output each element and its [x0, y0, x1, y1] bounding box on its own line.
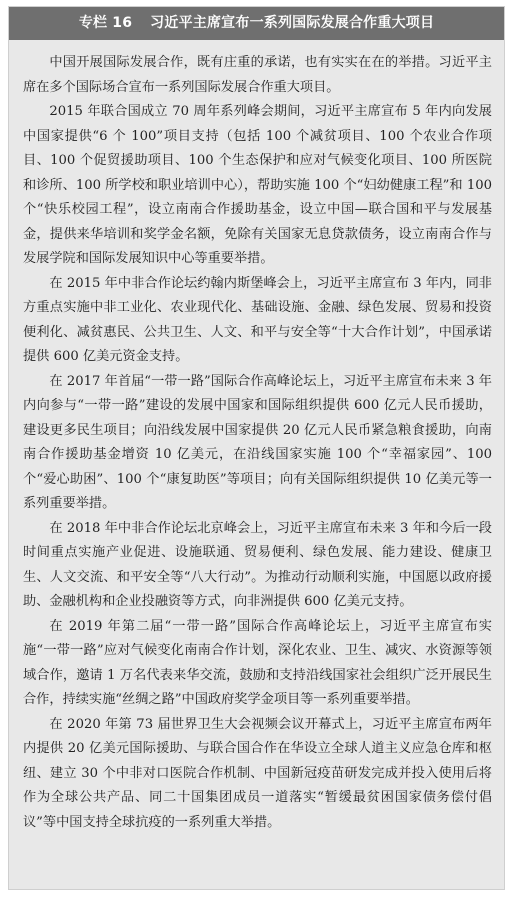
paragraph-2018-focac: 在 2018 年中非合作论坛北京峰会上，习近平主席宣布未来 3 年和今后一段时间重点实施产业促进、设施联通、贸易便利、绿色发展、能力建设、健康卫生、人文交流、和平安全等“八大行动”。为推动行动顺利实施，中国愿以政府援助、金融机构和企业投融资等方式，向非洲提供 600 亿美元支持。: [23, 520, 492, 609]
paragraph-2020-wha: 在 2020 年第 73 届世界卫生大会视频会议开幕式上，习近平主席宣布两年内提供 20 亿美元国际援助、与联合国合作在华设立全球人道主义应急仓库和枢纽、建立 30 个中非对口医院合作机制、中国新冠疫苗研发完成并投入使用后将作为全球公共产品、同二十国集团成员一道落实“暂缓最贫困国家债务偿付倡议”等中国支持全球抗疫的一系列重大举措。: [23, 716, 492, 830]
box-title-bar: [9, 7, 504, 40]
column-number: 专栏 16: [78, 15, 133, 31]
paragraph-intro: 中国开展国际发展合作，既有庄重的承诺，也有实实在在的举措。习近平主席在多个国际场合宣布一系列国际发展合作重大项目。: [23, 55, 492, 95]
paragraph-2019-belt-and-road: 在 2019 年第二届“一带一路”国际合作高峰论坛上，习近平主席宣布实施“一带一路”应对气候变化南南合作计划，深化农业、卫生、减灾、水资源等领域合作，邀请 1 万名代表来华交流，鼓励和支持沿线国家社会组织广泛开展民生合作，持续实施“丝绸之路”中国政府奖学金项目等一系列重要举措。: [23, 618, 492, 707]
paragraph-2015-focac: 在 2015 年中非合作论坛约翰内斯堡峰会上，习近平主席宣布 3 年内，同非方重点实施中非工业化、农业现代化、基础设施、金融、绿色发展、贸易和投资便利化、减贫惠民、公共卫生、人文、和平与安全等“十大合作计划”，中国承诺提供 600 亿美元资金支持。: [23, 275, 492, 364]
box-content: [23, 51, 492, 835]
feature-box: [8, 6, 505, 890]
paragraph-2017-belt-and-road: 在 2017 年首届“一带一路”国际合作高峰论坛上，习近平主席宣布未来 3 年内向参与“一带一路”建设的发展中国家和国际组织提供 600 亿元人民币援助，建设更多民生项目；向沿线发展中国家提供 20 亿元人民币紧急粮食援助，向南南合作援助基金增资 10 亿美元，在沿线国家实施 100 个“幸福家园”、100 个“爱心助困”、100 个“康复助医”等项目；向有关国际组织提供 10 亿美元等一系列重要举措。: [23, 373, 492, 511]
box-title: 习近平主席宣布一系列国际发展合作重大项目: [150, 15, 435, 31]
paragraph-2015-un-summit: 2015 年联合国成立 70 周年系列峰会期间，习近平主席宣布 5 年内向发展中国家提供“6 个 100”项目支持（包括 100 个减贫项目、100 个农业合作项目、100 个促贸援助项目、100 个生态保护和应对气候变化项目、100 所医院和诊所、100 所学校和职业培训中心），帮助实施 100 个“妇幼健康工程”和 100 个“快乐校园工程”，设立南南合作援助基金，设立中国—联合国和平与发展基金，提供来华培训和奖学金名额，免除有关国家无息贷款债务，设立南南合作与发展学院和国际发展知识中心等重要举措。: [23, 104, 492, 266]
